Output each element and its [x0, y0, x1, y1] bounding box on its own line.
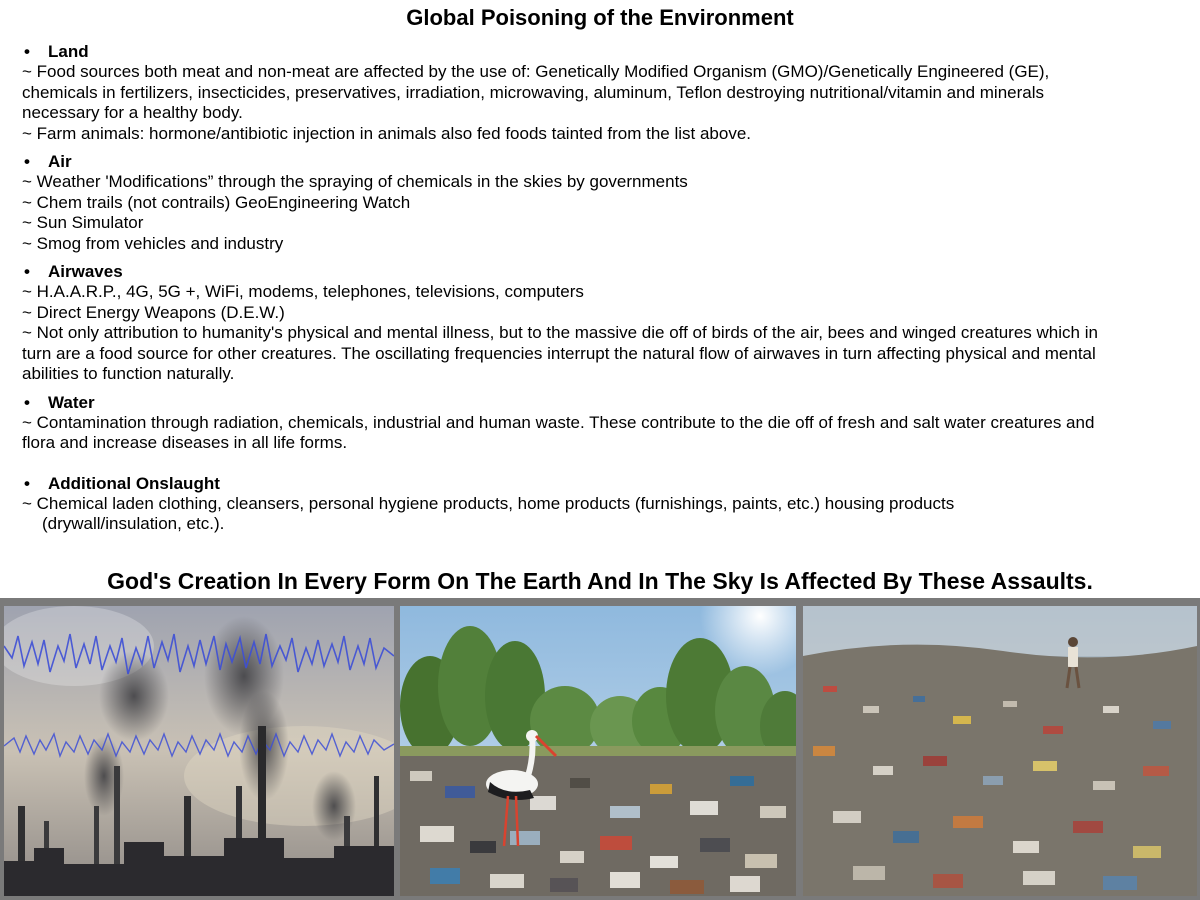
bullet-icon: • — [24, 152, 30, 171]
body-line: ~ Not only attribution to humanity's physical and mental illness, but to the massive die off of birds of the air, bees and winged creatures which in — [22, 323, 1098, 342]
section-water — [22, 393, 1182, 454]
body-line: flora and increase diseases in all life forms. — [22, 433, 348, 452]
body-line: ~ Chemical laden clothing, cleansers, personal hygiene products, home products (furnishings, paints, etc.) housing products — [22, 493, 955, 513]
body-line: abilities to function naturally. — [22, 364, 235, 383]
heading-text: Airwaves — [48, 262, 123, 281]
heading-text: Water — [48, 392, 95, 412]
stork-landfill-photo — [400, 606, 796, 896]
body-line: ~ Contamination through radiation, chemicals, industrial and human waste. These contribute to the die off of fresh and salt water creatures and — [22, 412, 1095, 432]
section-land — [22, 42, 1182, 144]
body-line: ~ Chem trails (not contrails) GeoEngineering Watch — [22, 192, 411, 212]
heading-text: Additional Onslaught — [48, 473, 220, 493]
document-body — [22, 42, 1182, 535]
body-line: chemicals in fertilizers, insecticides, preservatives, irradiation, microwaving, aluminum, Teflon destroying nutritional/vitamin and minerals — [22, 82, 1044, 102]
child-garbage-field-photo — [803, 606, 1197, 896]
section-additional-onslaught — [22, 474, 1182, 535]
bullet-icon: • — [24, 473, 30, 493]
heading-text: Air — [48, 152, 72, 171]
body-line: turn are a food source for other creatures. The oscillating frequencies interrupt the natural flow of airwaves in turn affecting physical and mental — [22, 343, 1096, 363]
section-heading — [22, 393, 1182, 413]
smokestacks-photo — [4, 606, 394, 896]
body-line: ~ Weather 'Modifications” through the spraying of chemicals in the skies by governments — [22, 172, 688, 191]
bullet-icon: • — [24, 42, 30, 61]
bullet-icon: • — [24, 392, 30, 412]
heading-text: Land — [48, 42, 89, 61]
section-heading — [22, 152, 1182, 172]
section-heading — [22, 42, 1182, 62]
section-air — [22, 152, 1182, 254]
bullet-icon: • — [24, 262, 30, 281]
body-line: (drywall/insulation, etc.). — [42, 514, 225, 533]
body-line: ~ Food sources both meat and non-meat are affected by the use of: Genetically Modified Organism (GMO)/Genetically Engineered (GE), — [22, 62, 1050, 81]
body-line: ~ Farm animals: hormone/antibiotic injection in animals also fed foods tainted from the list above. — [22, 123, 752, 143]
photo-strip — [0, 598, 1200, 900]
body-line: ~ Direct Energy Weapons (D.E.W.) — [22, 302, 285, 322]
body-line: ~ Sun Simulator — [22, 213, 144, 232]
section-airwaves — [22, 262, 1182, 385]
body-line: ~ Smog from vehicles and industry — [22, 233, 284, 253]
body-line: necessary for a healthy body. — [22, 103, 243, 122]
section-heading — [22, 262, 1182, 282]
page-title: Global Poisoning of the Environment — [406, 5, 794, 30]
body-line: ~ H.A.A.R.P., 4G, 5G +, WiFi, modems, telephones, televisions, computers — [22, 282, 584, 301]
section-heading — [22, 474, 1182, 494]
tagline: God's Creation In Every Form On The Earth And In The Sky Is Affected By These Assaults. — [107, 568, 1093, 594]
